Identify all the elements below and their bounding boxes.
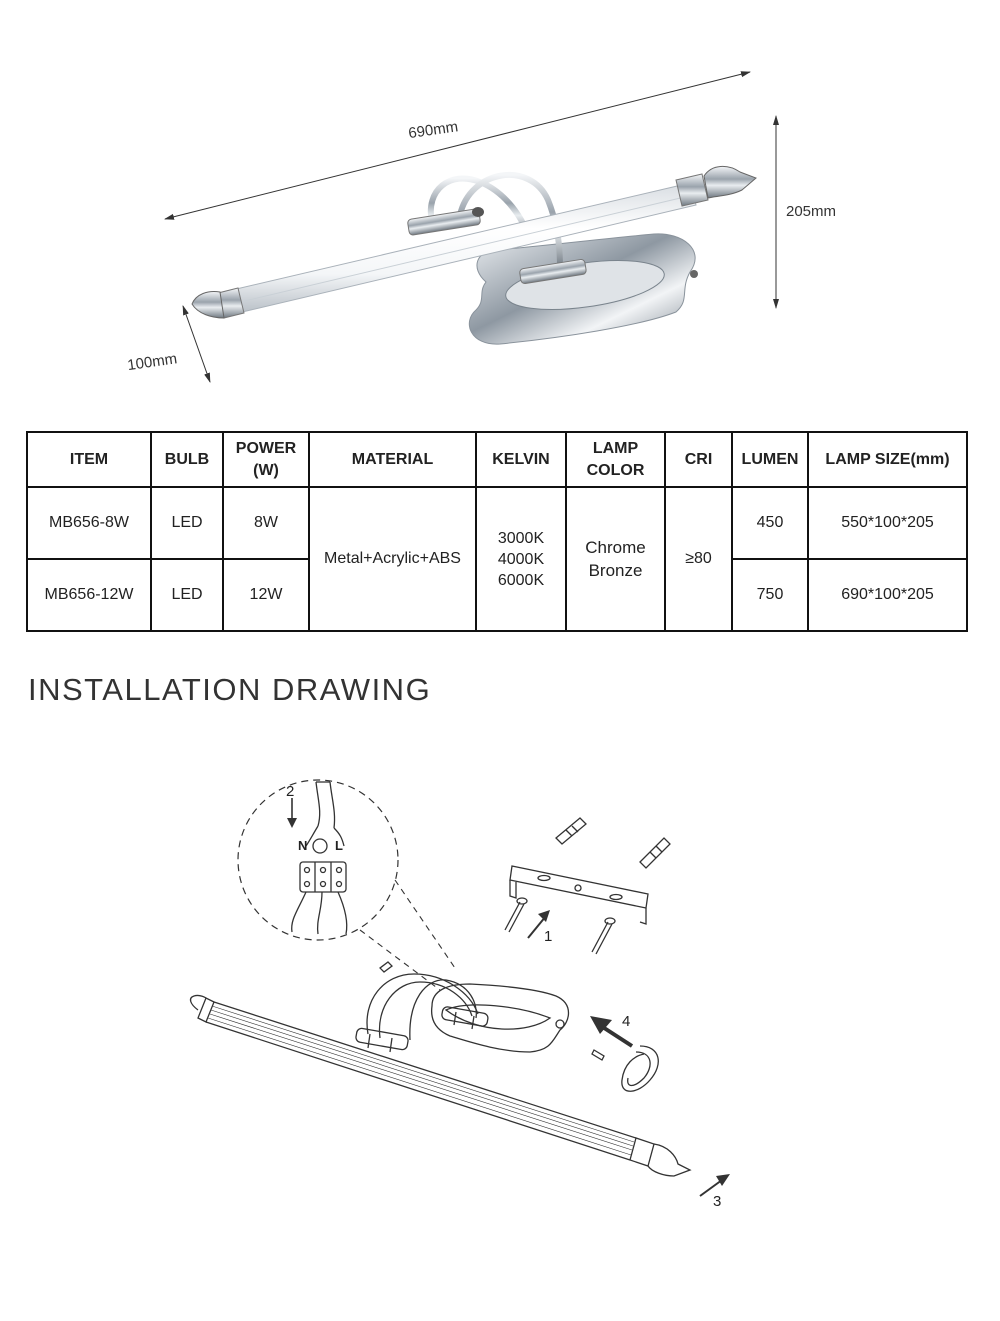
spec-table xyxy=(26,431,968,632)
cell-lamp-size: 690*100*205 xyxy=(808,559,967,631)
step-4-label: 4 xyxy=(622,1013,631,1030)
width-dimension-label: 690mm xyxy=(407,118,460,143)
kelvin-value: 6000K xyxy=(497,571,545,589)
side-screw xyxy=(592,1050,604,1060)
depth-dimension-line xyxy=(183,306,210,382)
wiring-live-label: L xyxy=(335,838,343,853)
product-dimension-diagram xyxy=(0,0,1000,400)
header-power-line1: POWER xyxy=(235,439,297,457)
cell-material: Metal+Acrylic+ABS xyxy=(309,487,476,631)
installation-drawing xyxy=(0,740,1000,1300)
cell-lumen: 750 xyxy=(732,559,808,631)
screw-right xyxy=(592,918,615,954)
cell-item: MB656-8W xyxy=(27,487,151,559)
cell-bulb: LED xyxy=(151,487,223,559)
wiring-neutral-label: N xyxy=(298,838,308,853)
cell-lamp-size: 550*100*205 xyxy=(808,487,967,559)
header-lamp-color-line2: COLOR xyxy=(586,461,645,479)
arm-hinge-left xyxy=(355,1028,409,1052)
cell-kelvin xyxy=(476,487,566,631)
wiring-detail-circle xyxy=(238,780,455,990)
header-lamp-color-line1: LAMP xyxy=(592,439,639,457)
lamp-tube-line xyxy=(191,995,690,1176)
header-power-line2: (W) xyxy=(253,461,279,479)
end-clip-ring xyxy=(622,1046,658,1091)
wall-anchor-left xyxy=(556,818,586,844)
cell-cri: ≥80 xyxy=(665,487,732,631)
mounting-bracket xyxy=(510,866,648,924)
cell-power: 8W xyxy=(223,487,309,559)
header-lamp-color xyxy=(566,432,665,487)
kelvin-value: 3000K xyxy=(497,529,545,547)
kelvin-value: 4000K xyxy=(497,550,545,568)
installation-title: INSTALLATION DRAWING xyxy=(28,672,432,707)
small-screw-top xyxy=(380,962,392,972)
step-1-label: 1 xyxy=(544,928,553,945)
table-header-row xyxy=(27,432,967,487)
lamp-color-value: Bronze xyxy=(588,561,643,580)
header-item: ITEM xyxy=(27,432,151,487)
header-bulb: BULB xyxy=(151,432,223,487)
cell-lumen: 450 xyxy=(732,487,808,559)
header-material: MATERIAL xyxy=(309,432,476,487)
header-lamp-size: LAMP SIZE(mm) xyxy=(808,432,967,487)
depth-dimension-label: 100mm xyxy=(126,350,179,375)
step-2-label: 2 xyxy=(286,783,295,800)
screw-left xyxy=(505,898,527,932)
cell-item: MB656-12W xyxy=(27,559,151,631)
header-lumen: LUMEN xyxy=(732,432,808,487)
cell-lamp-color xyxy=(566,487,665,631)
wall-anchor-right xyxy=(640,838,670,868)
height-dimension-label: 205mm xyxy=(786,203,837,220)
lamp-color-value: Chrome xyxy=(585,538,646,557)
cell-bulb: LED xyxy=(151,559,223,631)
cell-power: 12W xyxy=(223,559,309,631)
header-cri: CRI xyxy=(665,432,732,487)
header-power xyxy=(223,432,309,487)
header-kelvin: KELVIN xyxy=(476,432,566,487)
lamp-body-plate xyxy=(432,984,569,1052)
table-row xyxy=(27,487,967,559)
step-3-label: 3 xyxy=(713,1193,722,1210)
